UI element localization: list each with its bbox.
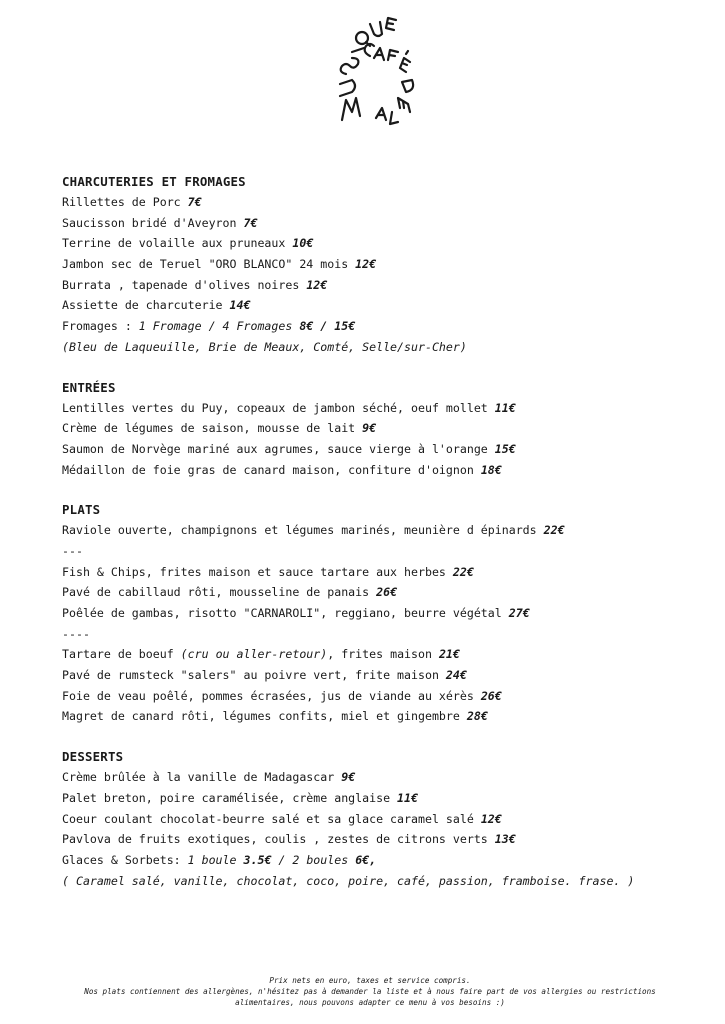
item-name: Pavé de cabillaud rôti, mousseline de panais — [62, 585, 370, 600]
item-name: Foie de veau poêlé, pommes écrasées, jus de viande au xérès — [62, 688, 474, 703]
menu-item — [62, 295, 702, 316]
menu-item — [62, 767, 702, 788]
section-title: PLATS — [62, 502, 101, 518]
item-price: 15€ — [494, 441, 516, 456]
item-price: 27€ — [508, 606, 530, 621]
menu-section — [62, 500, 702, 727]
item-price: 28€ — [466, 709, 488, 724]
footer-prices-note: Prix nets en euro, taxes et service compris. — [269, 976, 471, 985]
section-title: CHARCUTERIES ET FROMAGES — [62, 174, 246, 189]
item-name: Glaces & Sorbets: — [62, 852, 188, 867]
item-name: Saucisson bridé d'Aveyron — [62, 215, 237, 230]
menu-item — [62, 213, 702, 234]
menu-item — [62, 418, 702, 439]
item-name: Jambon sec de Teruel "ORO BLANCO" 24 mois — [62, 257, 349, 272]
item-note: (Bleu de Laqueuille, Brie de Meaux, Comté, Selle/sur-Cher) — [62, 339, 467, 354]
item-name: Crème brûlée à la vanille de Madagascar — [62, 770, 335, 785]
item-name: Lentilles vertes du Puy, copeaux de jambon séché, oeuf mollet — [62, 400, 488, 415]
separator: --- — [62, 543, 83, 558]
menu-item — [62, 829, 702, 850]
footer-allergens-note: Nos plats contiennent des allergènes, n'hésitez pas à demander la liste et à nous faire part de vos allergies ou restrictions alimentaires, nous pouvons adapter ce menu à vos besoins :) — [84, 987, 656, 1007]
item-price: 9€ — [341, 770, 356, 785]
menu-item — [62, 254, 702, 275]
item-option: (cru ou aller-retour) — [180, 647, 328, 662]
menu-item — [62, 871, 702, 892]
item-price: 24€ — [445, 668, 467, 683]
item-name: Palet breton, poire caramélisée, crème anglaise — [62, 790, 391, 805]
menu-item — [62, 233, 702, 254]
menu-item — [62, 520, 702, 541]
item-name: Magret de canard rôti, légumes confits, miel et gingembre — [62, 709, 460, 724]
item-price: 6€, — [355, 852, 377, 867]
item-name-suffix: , frites maison — [327, 647, 432, 662]
item-option: 1 boule — [187, 852, 237, 867]
item-name: Raviole ouverte, champignons et légumes marinés, meunière d épinards — [62, 523, 537, 538]
item-name: Fish & Chips, frites maison et sauce tartare aux herbes — [62, 564, 446, 579]
item-price: 7€ — [187, 195, 202, 209]
menu-item — [62, 706, 702, 727]
item-name: Fromages : — [62, 319, 139, 334]
item-name: Saumon de Norvège mariné aux agrumes, sauce vierge à l'orange — [62, 441, 488, 456]
item-name: Tartare de boeuf — [62, 647, 181, 662]
item-name: Pavlova de fruits exotiques, coulis , zestes de citrons verts — [62, 832, 488, 847]
menu-item — [62, 686, 702, 707]
item-price: 12€ — [355, 257, 377, 272]
item-price: 13€ — [494, 832, 516, 847]
item-price: 7€ — [243, 215, 258, 230]
item-name: Burrata , tapenade d'olives noires — [62, 277, 300, 292]
menu-section — [62, 172, 702, 358]
menu-item — [62, 398, 702, 419]
footer — [60, 975, 680, 1008]
menu-item — [62, 603, 702, 624]
menu-content — [62, 172, 702, 911]
item-price: 11€ — [494, 400, 516, 415]
menu-item — [62, 192, 702, 213]
menu-item — [62, 582, 702, 603]
menu-item — [62, 337, 702, 358]
item-option: 1 Fromage / 4 Fromages — [138, 319, 293, 334]
menu-section — [62, 378, 702, 481]
menu-item — [62, 275, 702, 296]
section-title: ENTRÉES — [62, 379, 116, 395]
item-name: Coeur coulant chocolat-beurre salé et sa glace caramel salé — [62, 811, 474, 826]
logo-text: MUSIQUE CAFÉ DE LA — [373, 74, 384, 75]
item-option: / 2 boules — [278, 852, 349, 867]
item-price: 12€ — [480, 811, 502, 826]
item-name: Médaillon de foie gras de canard maison, confiture d'oignon — [62, 462, 474, 477]
item-price: 18€ — [480, 462, 502, 477]
separator: ---- — [62, 626, 90, 641]
menu-item — [62, 460, 702, 481]
item-name: Pavé de rumsteck "salers" au poivre vert, frite maison — [62, 668, 439, 683]
item-name: Crème de légumes de saison, mousse de lait — [62, 421, 356, 436]
item-note: ( Caramel salé, vanille, chocolat, coco, poire, café, passion, framboise. frase. ) — [62, 873, 635, 888]
item-name: Rillettes de Porc — [62, 195, 181, 209]
menu-item — [62, 809, 702, 830]
item-price: 26€ — [376, 585, 398, 600]
item-price: 3.5€ — [243, 852, 272, 867]
cafe-de-la-musique-logo — [318, 14, 428, 126]
item-price: 11€ — [397, 790, 418, 805]
section-title: DESSERTS — [62, 749, 124, 765]
menu-item — [62, 788, 702, 809]
menu-item — [62, 665, 702, 686]
item-name: Poêlée de gambas, risotto "CARNAROLI", reggiano, beurre végétal — [62, 606, 502, 621]
item-name: Assiette de charcuterie — [62, 298, 223, 313]
menu-item — [62, 850, 702, 871]
item-price: 26€ — [480, 688, 502, 703]
menu-item — [62, 316, 702, 337]
item-price: 10€ — [292, 236, 314, 251]
item-name: Terrine de volaille aux pruneaux — [62, 236, 286, 251]
item-price: 22€ — [452, 564, 474, 579]
menu-item — [62, 439, 702, 460]
item-price: 9€ — [362, 421, 377, 436]
item-price: 14€ — [229, 298, 251, 313]
item-price: 21€ — [438, 647, 460, 662]
menu-item — [62, 644, 702, 665]
item-price: 12€ — [306, 277, 328, 292]
item-price: 22€ — [543, 523, 565, 538]
item-price: 8€ / 15€ — [299, 319, 356, 334]
menu-item — [62, 562, 702, 583]
menu-section — [62, 747, 702, 891]
